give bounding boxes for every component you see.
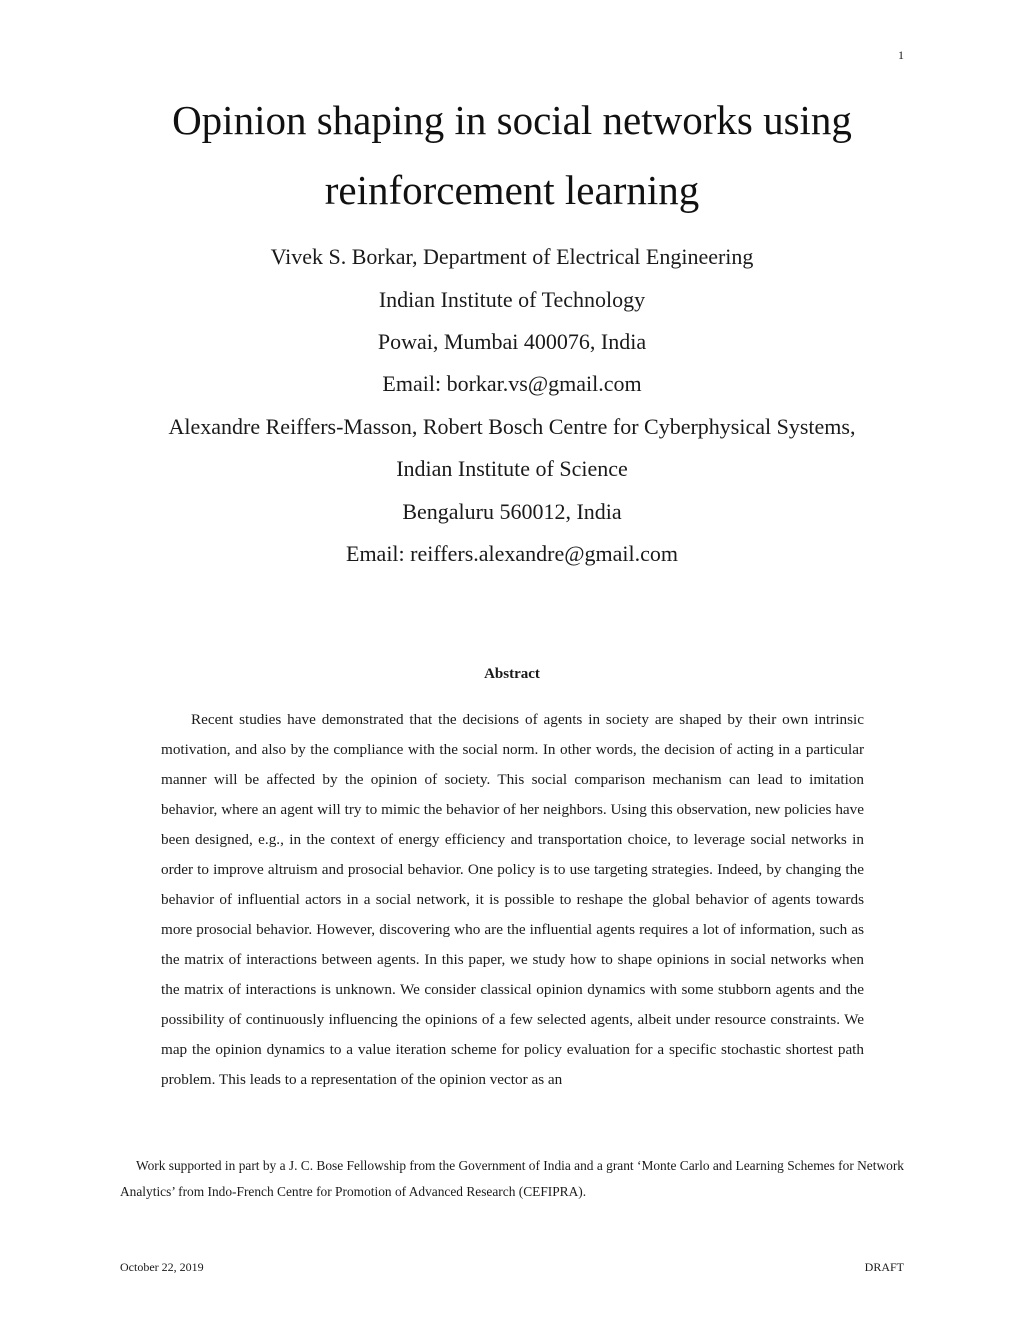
footer-date: October 22, 2019 (120, 1260, 204, 1274)
author-affiliation-line: Powai, Mumbai 400076, India (377, 329, 647, 354)
paper-title-line-1: Opinion shaping in social networks using (172, 97, 852, 143)
author-affiliation-line: Alexandre Reiffers-Masson, Robert Bosch Centre for Cyberphysical Systems, (168, 414, 856, 439)
footnote: Work supported in part by a J. C. Bose Fellowship from the Government of India and a grant ‘Monte Carlo and Learning Schemes for Network Analytics’ from Indo-French Centre for Promotion of Advanced Research (CEFIPRA). (120, 1158, 904, 1199)
author-email: Email: reiffers.alexandre@gmail.com (346, 541, 678, 566)
author-affiliation-line: Bengaluru 560012, India (402, 499, 622, 524)
author-affiliation-line: Vivek S. Borkar, Department of Electrical Engineering (270, 244, 754, 269)
author-email: Email: borkar.vs@gmail.com (382, 371, 642, 396)
paper-title-line-2: reinforcement learning (324, 167, 700, 213)
author-affiliation-line: Indian Institute of Science (396, 456, 628, 481)
abstract-heading: Abstract (484, 666, 540, 682)
abstract-text: Recent studies have demonstrated that the decisions of agents in society are shaped by their own intrinsic motivation, and also by the compliance with the social norm. In other words, the decision of acting in a particular manner will be affected by the opinion of society. This social comparison mechanism can lead to imitation behavior, where an agent will try to mimic the behavior of her neighbors. Using this observation, new policies have been designed, e.g., in the context of energy efficiency and transportation choice, to leverage social networks in order to improve altruism and prosocial behavior. One policy is to use targeting strategies. Indeed, by changing the behavior of influential actors in a social network, it is possible to reshape the global behavior of agents towards more prosocial behavior. However, discovering who are the influential agents requires a lot of information, such as the matrix of interactions between agents. In this paper, we study how to shape opinions in social networks when the matrix of interactions is unknown. We consider classical opinion dynamics with some stubborn agents and the possibility of continuously influencing the opinions of a few selected agents, albeit under resource constraints. We map the opinion dynamics to a value iteration scheme for policy evaluation for a specific stochastic shortest path problem. This leads to a representation of the opinion vector as an (161, 711, 864, 1088)
footer-draft-label: DRAFT (864, 1260, 904, 1274)
author-affiliation-line: Indian Institute of Technology (378, 287, 646, 312)
page-number: 1 (898, 48, 904, 62)
